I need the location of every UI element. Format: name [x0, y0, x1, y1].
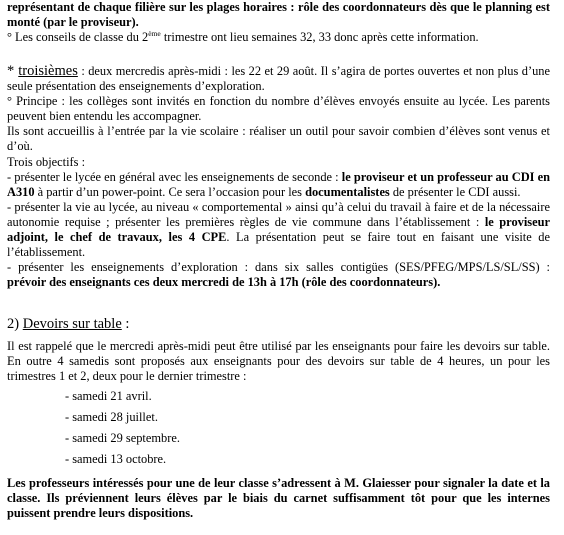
objectif-2-bold: le proviseur adjoint, le chef de travaux, les 4 CPE [7, 214, 550, 245]
devoirs-colon: : [121, 316, 130, 332]
intro-line: représentant de chaque filière sur les plages horaires : rôle des coordonnateurs dès que le planning est monté (par le proviseur). [7, 0, 550, 30]
troisiemes-intro [7, 64, 550, 94]
objectif-1-text-2: à partir d’un power-point. Ce sera l’occasion pour les [34, 184, 306, 199]
objectif-2 [7, 200, 550, 260]
date-item: - samedi 13 octobre. [65, 452, 167, 466]
devoirs-title: Devoirs sur table [22, 316, 122, 332]
closing-text: Les professeurs intéressés pour une de leur classe s’adressent à M. Glaiesser pour signaler la date et la classe. Ils préviennent leurs élèves par le biais du carnet suffisamment tôt pour que les internes puissent prendre leurs dispositions. [7, 476, 550, 521]
objectif-2-text: - présenter la vie au lycée, au niveau « comportemental » ainsi qu’à celui du travail à faire et de la nécessaire autonomie requise ; présenter les premières règles de vie commune dans l’établissement : [7, 199, 550, 229]
devoirs-number: 2) [7, 316, 23, 332]
objectif-1-bold: le proviseur et un professeur au CDI en A310 [7, 169, 550, 199]
ordinal-sup: ème [148, 29, 161, 39]
objectif-3-text: - présenter les enseignements d’exploration : dans six salles contigües (SES/PFEG/MPS/LS/SL/SS) : [7, 260, 550, 275]
devoirs-heading-line [7, 317, 550, 332]
objectif-1 [7, 170, 550, 200]
objectif-1-bold-2: documentalistes [305, 184, 390, 199]
date-item: - samedi 29 septembre. [65, 431, 180, 445]
intro-paragraph [7, 0, 550, 45]
troisiemes-heading: troisièmes [18, 63, 78, 79]
objectif-3-bold: prévoir des enseignants ces deux mercredi de 13h à 17h (rôle des coordonnateurs). [7, 275, 441, 290]
objectifs-title: Trois objectifs : [7, 154, 86, 169]
devoirs-paragraph [7, 339, 550, 384]
objectif-3 [7, 260, 550, 290]
conseils-text: ° Les conseils de classe du 2 [7, 30, 149, 45]
closing-paragraph [7, 476, 550, 521]
accueil-paragraph: Ils sont accueillis à l’entrée par la vie scolaire : réaliser un outil pour savoir combien d’élèves sont venus et d’où. [7, 124, 550, 154]
conseils-note [7, 30, 550, 45]
devoirs-text: Il est rappelé que le mercredi après-midi peut être utilisé par les enseignants pour faire les devoirs sur table. En outre 4 samedis sont proposés aux enseignants pour des devoirs sur table de 4 heures, un pour les trimestres 1 et 2, deux pour le dernier trimestre : [7, 339, 550, 384]
objectif-1-text: - présenter le lycée en général avec les enseignements de seconde : [7, 169, 342, 184]
date-item: - samedi 28 juillet. [65, 410, 158, 424]
date-item: - samedi 21 avril. [65, 389, 152, 403]
principe-paragraph: ° Principe : les collèges sont invités en fonction du nombre d’élèves envoyés ensuite au lycée. Les parents peuvent bien entendu les accompagner. [7, 94, 550, 124]
bullet-star: * [7, 63, 19, 79]
objectif-1-text-3: de présenter le CDI aussi. [389, 184, 521, 199]
conseils-text-end: trimestre ont lieu semaines 32, 33 donc après cette information. [160, 30, 479, 45]
troisiemes-section [7, 64, 550, 290]
devoirs-heading [7, 317, 550, 332]
troisiemes-intro-text: : deux mercredis après-midi : les 22 et 29 août. Il s’agira de portes ouvertes et non plus d’une seule présentation des enseignements d’exploration. [7, 64, 550, 94]
objectif-2-text-2: . La présentation peut se faire tout en faisant une visite de l’établissement. [7, 230, 550, 260]
